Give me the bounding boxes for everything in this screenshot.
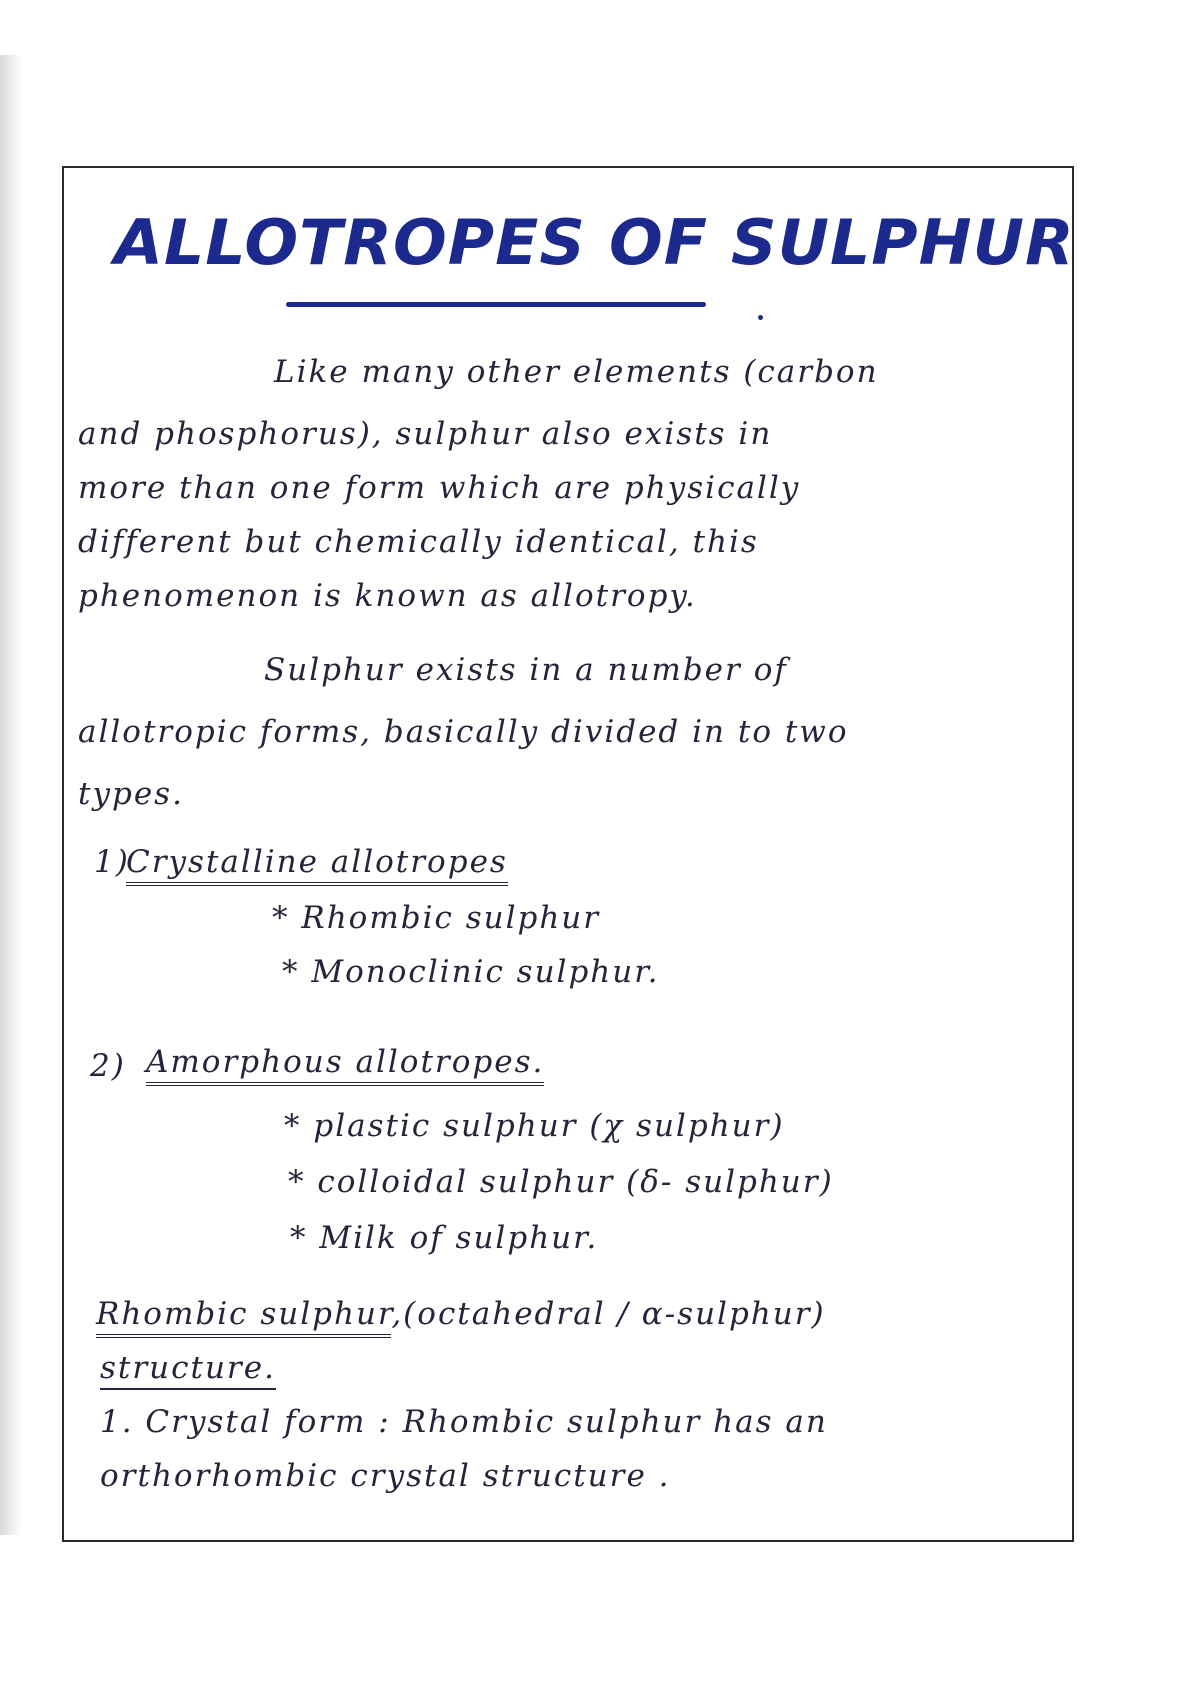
scan-edge (0, 55, 22, 1535)
list-item: * Rhombic sulphur (272, 900, 601, 936)
section-heading-text: Crystalline allotropes (126, 844, 508, 886)
paragraph-line: and phosphorus), sulphur also exists in (78, 416, 773, 452)
point-line: orthorhombic crystal structure . (100, 1458, 671, 1494)
paragraph-line: types. (78, 776, 184, 812)
paragraph-line: more than one form which are physically (78, 470, 801, 506)
subsection-heading-text: Rhombic sulphur (96, 1296, 391, 1338)
subsection-heading (96, 1296, 826, 1332)
point-line: 1. Crystal form : Rhombic sulphur has an (100, 1404, 828, 1440)
list-item: * Milk of sulphur. (290, 1220, 599, 1256)
paragraph-line: Like many other elements (carbon (274, 354, 879, 390)
list-item: * plastic sulphur (χ sulphur) (284, 1108, 785, 1144)
title-dot (758, 315, 763, 320)
list-item: * Monoclinic sulphur. (282, 954, 660, 990)
paragraph-line: phenomenon is known as allotropy. (78, 578, 697, 614)
note-page (62, 166, 1074, 1542)
subsection-heading-rest: ,(octahedral / α-sulphur) (391, 1296, 826, 1332)
paragraph-line: Sulphur exists in a number of (264, 652, 788, 688)
paragraph-line: allotropic forms, basically divided in to two (78, 714, 849, 750)
section-number: 1) (94, 844, 130, 880)
page-title: ALLOTROPES OF SULPHUR (114, 206, 1075, 279)
title-underline (286, 302, 706, 307)
list-item: * colloidal sulphur (δ- sulphur) (288, 1164, 834, 1200)
subsection-sub-text: structure. (100, 1350, 276, 1390)
section-number: 2) (90, 1048, 126, 1084)
subsection-sub (100, 1350, 276, 1386)
section-heading (126, 844, 508, 880)
section-heading (146, 1044, 544, 1080)
paragraph-line: different but chemically identical, this (78, 524, 759, 560)
section-heading-text: Amorphous allotropes. (146, 1044, 544, 1086)
